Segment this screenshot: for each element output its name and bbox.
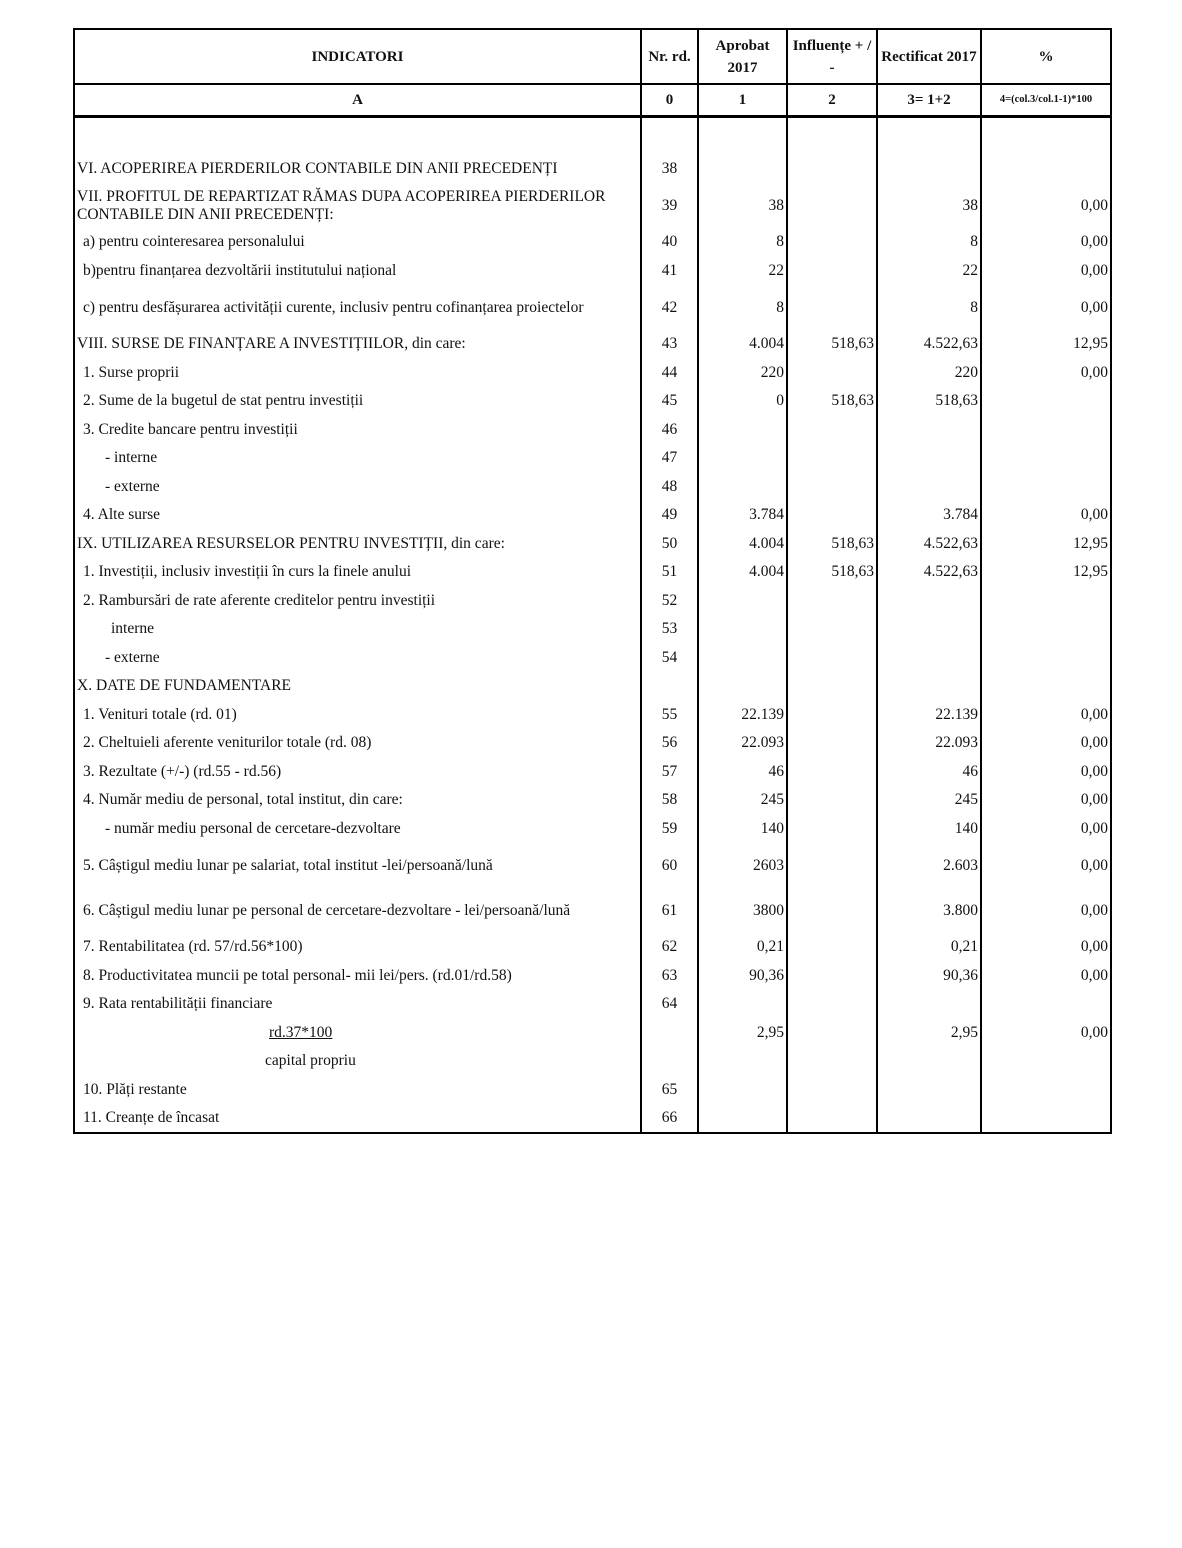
value-rectificat: 90,36	[877, 962, 981, 991]
value-procent: 0,00	[981, 758, 1111, 787]
value-procent	[981, 1076, 1111, 1105]
value-rectificat: 22.093	[877, 729, 981, 758]
index-2: 2	[787, 84, 877, 117]
value-procent: 0,00	[981, 888, 1111, 933]
value-procent	[981, 990, 1111, 1019]
value-influente	[787, 416, 877, 445]
value-aprobat	[698, 1104, 787, 1133]
value-procent: 12,95	[981, 558, 1111, 587]
row-label: c) pentru desfășurarea activității curente, inclusiv pentru cofinanțarea proiectelor	[74, 285, 641, 330]
row-label: 4. Număr mediu de personal, total institut, din care:	[74, 786, 641, 815]
value-aprobat	[698, 615, 787, 644]
value-influente	[787, 729, 877, 758]
row-number: 41	[641, 257, 698, 286]
row-label: 2. Sume de la bugetul de stat pentru investiții	[74, 387, 641, 416]
row-number: 45	[641, 387, 698, 416]
value-influente	[787, 473, 877, 502]
table-row	[74, 1019, 1111, 1048]
value-influente	[787, 933, 877, 962]
row-number: 57	[641, 758, 698, 787]
value-rectificat	[877, 587, 981, 616]
value-rectificat: 220	[877, 359, 981, 388]
column-index-row	[74, 84, 1111, 117]
value-rectificat: 3.784	[877, 501, 981, 530]
value-aprobat: 4.004	[698, 558, 787, 587]
value-procent: 0,00	[981, 183, 1111, 228]
value-rectificat: 3.800	[877, 888, 981, 933]
table-row	[74, 962, 1111, 991]
value-influente	[787, 672, 877, 701]
value-influente	[787, 962, 877, 991]
table-row	[74, 933, 1111, 962]
value-aprobat: 4.004	[698, 530, 787, 559]
value-rectificat: 2.603	[877, 843, 981, 888]
value-procent	[981, 587, 1111, 616]
index-a: A	[74, 84, 641, 117]
row-number: 62	[641, 933, 698, 962]
value-influente: 518,63	[787, 530, 877, 559]
value-influente	[787, 228, 877, 257]
value-procent: 0,00	[981, 359, 1111, 388]
table-row	[74, 615, 1111, 644]
value-aprobat: 8	[698, 228, 787, 257]
index-4: 4=(col.3/col.1-1)*100	[981, 84, 1111, 117]
index-1: 1	[698, 84, 787, 117]
value-influente	[787, 1104, 877, 1133]
row-label: X. DATE DE FUNDAMENTARE	[74, 672, 641, 701]
table-row	[74, 183, 1111, 228]
table-row	[74, 888, 1111, 933]
row-number: 52	[641, 587, 698, 616]
value-aprobat	[698, 444, 787, 473]
row-label: - interne	[74, 444, 641, 473]
value-procent: 0,00	[981, 933, 1111, 962]
row-number: 38	[641, 155, 698, 184]
table-row	[74, 815, 1111, 844]
row-number: 65	[641, 1076, 698, 1105]
table-row	[74, 155, 1111, 184]
value-procent: 0,00	[981, 1019, 1111, 1048]
header-aprobat: Aprobat 2017	[698, 29, 787, 84]
table-row	[74, 672, 1111, 701]
row-label: 2. Cheltuieli aferente veniturilor totale (rd. 08)	[74, 729, 641, 758]
value-rectificat	[877, 615, 981, 644]
row-number: 64	[641, 990, 698, 1019]
value-influente	[787, 786, 877, 815]
row-number: 59	[641, 815, 698, 844]
row-label: 2. Rambursări de rate aferente creditelor pentru investiții	[74, 587, 641, 616]
value-influente	[787, 359, 877, 388]
value-procent	[981, 1047, 1111, 1076]
row-number: 61	[641, 888, 698, 933]
header-row	[74, 29, 1111, 84]
value-influente	[787, 183, 877, 228]
value-aprobat: 2,95	[698, 1019, 787, 1048]
row-number: 53	[641, 615, 698, 644]
value-influente: 518,63	[787, 387, 877, 416]
value-procent: 12,95	[981, 530, 1111, 559]
row-label: 8. Productivitatea muncii pe total personal- mii lei/pers. (rd.01/rd.58)	[74, 962, 641, 991]
value-influente	[787, 1047, 877, 1076]
value-aprobat	[698, 644, 787, 673]
table-row	[74, 473, 1111, 502]
value-rectificat: 8	[877, 285, 981, 330]
row-number: 46	[641, 416, 698, 445]
row-label: interne	[74, 615, 641, 644]
value-rectificat: 8	[877, 228, 981, 257]
value-influente	[787, 587, 877, 616]
value-rectificat	[877, 1047, 981, 1076]
row-label: 10. Plăți restante	[74, 1076, 641, 1105]
value-influente	[787, 501, 877, 530]
row-label: rd.37*100	[74, 1019, 641, 1048]
value-rectificat	[877, 1076, 981, 1105]
value-procent	[981, 387, 1111, 416]
value-rectificat	[877, 416, 981, 445]
value-rectificat: 38	[877, 183, 981, 228]
value-aprobat: 22.093	[698, 729, 787, 758]
value-procent: 0,00	[981, 228, 1111, 257]
table-row	[74, 558, 1111, 587]
value-procent	[981, 416, 1111, 445]
value-influente: 518,63	[787, 330, 877, 359]
row-label: 7. Rentabilitatea (rd. 57/rd.56*100)	[74, 933, 641, 962]
value-aprobat	[698, 1076, 787, 1105]
row-label: 11. Creanțe de încasat	[74, 1104, 641, 1133]
value-procent	[981, 473, 1111, 502]
value-rectificat: 46	[877, 758, 981, 787]
row-label: 6. Câștigul mediu lunar pe personal de cercetare-dezvoltare - lei/persoană/lună	[74, 888, 641, 933]
row-number: 56	[641, 729, 698, 758]
header-nr-rd: Nr. rd.	[641, 29, 698, 84]
row-number: 44	[641, 359, 698, 388]
value-aprobat	[698, 473, 787, 502]
value-influente	[787, 888, 877, 933]
table-row	[74, 701, 1111, 730]
row-number: 40	[641, 228, 698, 257]
value-procent	[981, 444, 1111, 473]
row-number: 47	[641, 444, 698, 473]
row-number	[641, 1019, 698, 1048]
row-label: a) pentru cointeresarea personalului	[74, 228, 641, 257]
value-aprobat: 3800	[698, 888, 787, 933]
header-influente: Influențe + / -	[787, 29, 877, 84]
table-row	[74, 644, 1111, 673]
value-rectificat	[877, 672, 981, 701]
value-procent: 0,00	[981, 501, 1111, 530]
value-influente: 518,63	[787, 558, 877, 587]
row-label: - externe	[74, 473, 641, 502]
value-rectificat: 22	[877, 257, 981, 286]
table-row	[74, 330, 1111, 359]
value-rectificat: 140	[877, 815, 981, 844]
row-label: 3. Rezultate (+/-) (rd.55 - rd.56)	[74, 758, 641, 787]
table-row	[74, 285, 1111, 330]
value-rectificat	[877, 473, 981, 502]
value-procent: 0,00	[981, 815, 1111, 844]
row-number: 54	[641, 644, 698, 673]
value-aprobat	[698, 672, 787, 701]
value-influente	[787, 285, 877, 330]
row-number: 63	[641, 962, 698, 991]
row-number: 48	[641, 473, 698, 502]
value-rectificat: 0,21	[877, 933, 981, 962]
value-rectificat	[877, 1104, 981, 1133]
row-number	[641, 1047, 698, 1076]
row-number: 55	[641, 701, 698, 730]
table-row	[74, 1104, 1111, 1133]
value-influente	[787, 758, 877, 787]
header-indicatori: INDICATORI	[74, 29, 641, 84]
row-number: 50	[641, 530, 698, 559]
value-aprobat: 220	[698, 359, 787, 388]
value-procent	[981, 615, 1111, 644]
row-label: 1. Venituri totale (rd. 01)	[74, 701, 641, 730]
spacer-row	[74, 117, 1111, 155]
row-label: - externe	[74, 644, 641, 673]
value-aprobat: 8	[698, 285, 787, 330]
table-row	[74, 530, 1111, 559]
value-aprobat: 22.139	[698, 701, 787, 730]
table-row	[74, 786, 1111, 815]
row-label: VIII. SURSE DE FINANȚARE A INVESTIȚIILOR, din care:	[74, 330, 641, 359]
row-label: IX. UTILIZAREA RESURSELOR PENTRU INVESTIȚII, din care:	[74, 530, 641, 559]
table-row	[74, 228, 1111, 257]
value-rectificat	[877, 444, 981, 473]
value-aprobat: 38	[698, 183, 787, 228]
value-influente	[787, 444, 877, 473]
value-procent	[981, 155, 1111, 184]
table-row	[74, 444, 1111, 473]
value-aprobat	[698, 587, 787, 616]
value-rectificat: 4.522,63	[877, 330, 981, 359]
row-label: 4. Alte surse	[74, 501, 641, 530]
value-rectificat: 518,63	[877, 387, 981, 416]
value-procent	[981, 1104, 1111, 1133]
value-procent: 0,00	[981, 962, 1111, 991]
value-influente	[787, 1076, 877, 1105]
value-aprobat: 140	[698, 815, 787, 844]
row-label: 1. Investiții, inclusiv investiții în curs la finele anului	[74, 558, 641, 587]
value-aprobat: 2603	[698, 843, 787, 888]
value-influente	[787, 1019, 877, 1048]
row-label: 5. Câștigul mediu lunar pe salariat, total institut -lei/persoană/lună	[74, 843, 641, 888]
value-rectificat: 22.139	[877, 701, 981, 730]
table-row	[74, 758, 1111, 787]
value-rectificat	[877, 644, 981, 673]
value-influente	[787, 843, 877, 888]
value-procent: 0,00	[981, 285, 1111, 330]
value-aprobat	[698, 155, 787, 184]
value-rectificat	[877, 155, 981, 184]
budget-indicators-table	[73, 28, 1112, 1134]
table-body	[74, 117, 1111, 1133]
value-aprobat	[698, 416, 787, 445]
value-aprobat: 3.784	[698, 501, 787, 530]
value-influente	[787, 990, 877, 1019]
value-aprobat: 0	[698, 387, 787, 416]
row-number: 49	[641, 501, 698, 530]
index-3: 3= 1+2	[877, 84, 981, 117]
value-influente	[787, 155, 877, 184]
row-label: - număr mediu personal de cercetare-dezvoltare	[74, 815, 641, 844]
value-aprobat: 4.004	[698, 330, 787, 359]
row-number: 58	[641, 786, 698, 815]
table-row	[74, 257, 1111, 286]
value-rectificat	[877, 990, 981, 1019]
value-procent: 0,00	[981, 257, 1111, 286]
value-procent: 0,00	[981, 729, 1111, 758]
value-procent	[981, 672, 1111, 701]
value-aprobat: 90,36	[698, 962, 787, 991]
value-procent: 0,00	[981, 701, 1111, 730]
value-influente	[787, 644, 877, 673]
table-row	[74, 359, 1111, 388]
header-procent: %	[981, 29, 1111, 84]
table-row	[74, 587, 1111, 616]
row-label: VII. PROFITUL DE REPARTIZAT RĂMAS DUPA ACOPERIREA PIERDERILOR CONTABILE DIN ANII PRECEDENȚI:	[74, 183, 641, 228]
row-label: capital propriu	[74, 1047, 641, 1076]
value-rectificat: 4.522,63	[877, 558, 981, 587]
row-number: 43	[641, 330, 698, 359]
row-number: 42	[641, 285, 698, 330]
index-0: 0	[641, 84, 698, 117]
value-influente	[787, 701, 877, 730]
table-row	[74, 729, 1111, 758]
value-procent: 12,95	[981, 330, 1111, 359]
row-number: 39	[641, 183, 698, 228]
value-aprobat: 22	[698, 257, 787, 286]
table-row	[74, 501, 1111, 530]
value-procent: 0,00	[981, 786, 1111, 815]
value-procent	[981, 644, 1111, 673]
row-label: 9. Rata rentabilității financiare	[74, 990, 641, 1019]
table-row	[74, 1047, 1111, 1076]
table-row	[74, 843, 1111, 888]
value-aprobat	[698, 990, 787, 1019]
table-row	[74, 990, 1111, 1019]
value-influente	[787, 615, 877, 644]
header-rectificat: Rectificat 2017	[877, 29, 981, 84]
row-label: VI. ACOPERIREA PIERDERILOR CONTABILE DIN ANII PRECEDENȚI	[74, 155, 641, 184]
value-procent: 0,00	[981, 843, 1111, 888]
row-label: 1. Surse proprii	[74, 359, 641, 388]
row-label: b)pentru finanțarea dezvoltării institutului național	[74, 257, 641, 286]
row-number: 60	[641, 843, 698, 888]
value-aprobat: 245	[698, 786, 787, 815]
row-number: 66	[641, 1104, 698, 1133]
value-influente	[787, 257, 877, 286]
value-aprobat	[698, 1047, 787, 1076]
value-rectificat: 4.522,63	[877, 530, 981, 559]
value-aprobat: 0,21	[698, 933, 787, 962]
value-rectificat: 2,95	[877, 1019, 981, 1048]
row-label: 3. Credite bancare pentru investiții	[74, 416, 641, 445]
table-row	[74, 387, 1111, 416]
value-influente	[787, 815, 877, 844]
row-number: 51	[641, 558, 698, 587]
table-row	[74, 416, 1111, 445]
value-rectificat: 245	[877, 786, 981, 815]
table-row	[74, 1076, 1111, 1105]
value-aprobat: 46	[698, 758, 787, 787]
row-number	[641, 672, 698, 701]
